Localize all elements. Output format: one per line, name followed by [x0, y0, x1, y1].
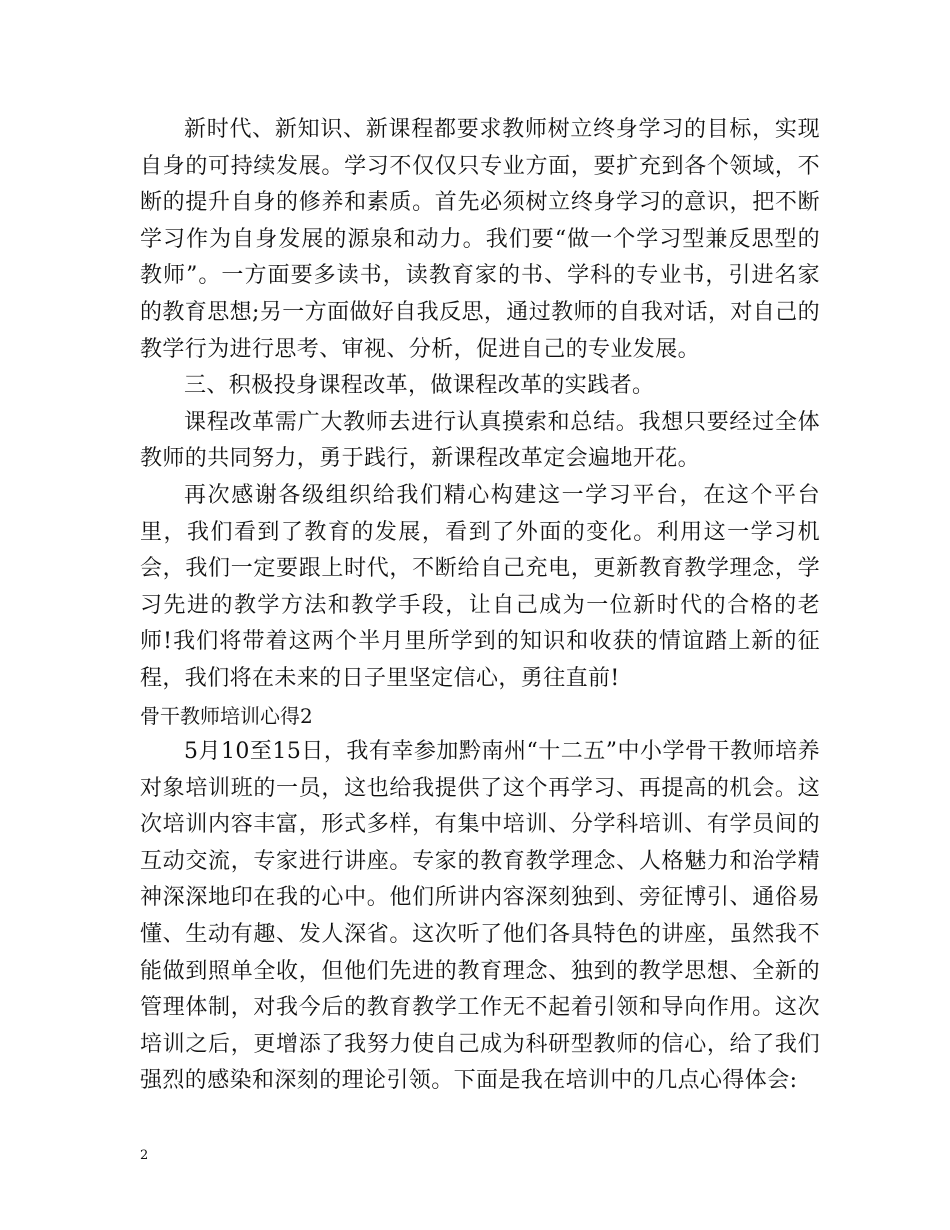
document-page — [140, 112, 820, 1100]
page-number: 2 — [140, 1148, 149, 1163]
article-heading: 骨干教师培训心得2 — [140, 703, 313, 728]
paragraph-training-intro: 5月10至15日，我有幸参加黔南州“十二五”中小学骨干教师培养对象培训班的一员，这也给我提供了这个再学习、再提高的机会。这次培训内容丰富，形式多样，有集中培训、分学科培训、有学员间的互动交流，专家进行讲座。专家的教育教学理念、人格魅力和治学精神深深地印在我的心中。他们所讲内容深刻独到、旁征博引、通俗易懂、生动有趣、发人深省。这次听了他们各具特色的讲座，虽然我不能做到照单全收，但他们先进的教育理念、独到的教学思想、全新的管理体制，对我今后的教育教学工作无不起着引领和导向作用。这次培训之后，更增添了我努力使自己成为科研型教师的信心，给了我们强烈的感染和深刻的理论引领。下面是我在培训中的几点心得体会: — [140, 739, 820, 1094]
section-heading-curriculum-reform: 三、积极投身课程改革，做课程改革的实践者。 — [184, 373, 655, 399]
paragraph-lifelong-learning: 新时代、新知识、新课程都要求教师树立终身学习的目标，实现自身的可持续发展。学习不仅仅只专业方面，要扩充到各个领域，不断的提升自身的修养和素质。首先必须树立终身学习的意识，把不断学习作为自身发展的源泉和动力。我们要“做一个学习型兼反思型的教师”。一方面要多读书，读教育家的书、学科的专业书，引进名家的教育思想;另一方面做好自我反思，通过教师的自我对话，对自己的教学行为进行思考、审视、分析，促进自己的专业发展。 — [140, 117, 820, 362]
paragraph-curriculum-reform: 课程改革需广大教师去进行认真摸索和总结。我想只要经过全体教师的共同努力，勇于践行，新课程改革定会遍地开花。 — [140, 409, 820, 472]
paragraph-thanks: 再次感谢各级组织给我们精心构建这一学习平台，在这个平台里，我们看到了教育的发展，看到了外面的变化。利用这一学习机会，我们一定要跟上时代，不断给自己充电，更新教育教学理念，学习先进的教学方法和教学手段，让自己成为一位新时代的合格的老师!我们将带着这两个半月里所学到的知识和收获的情谊踏上新的征程，我们将在未来的日子里坚定信心，勇往直前! — [140, 482, 820, 691]
